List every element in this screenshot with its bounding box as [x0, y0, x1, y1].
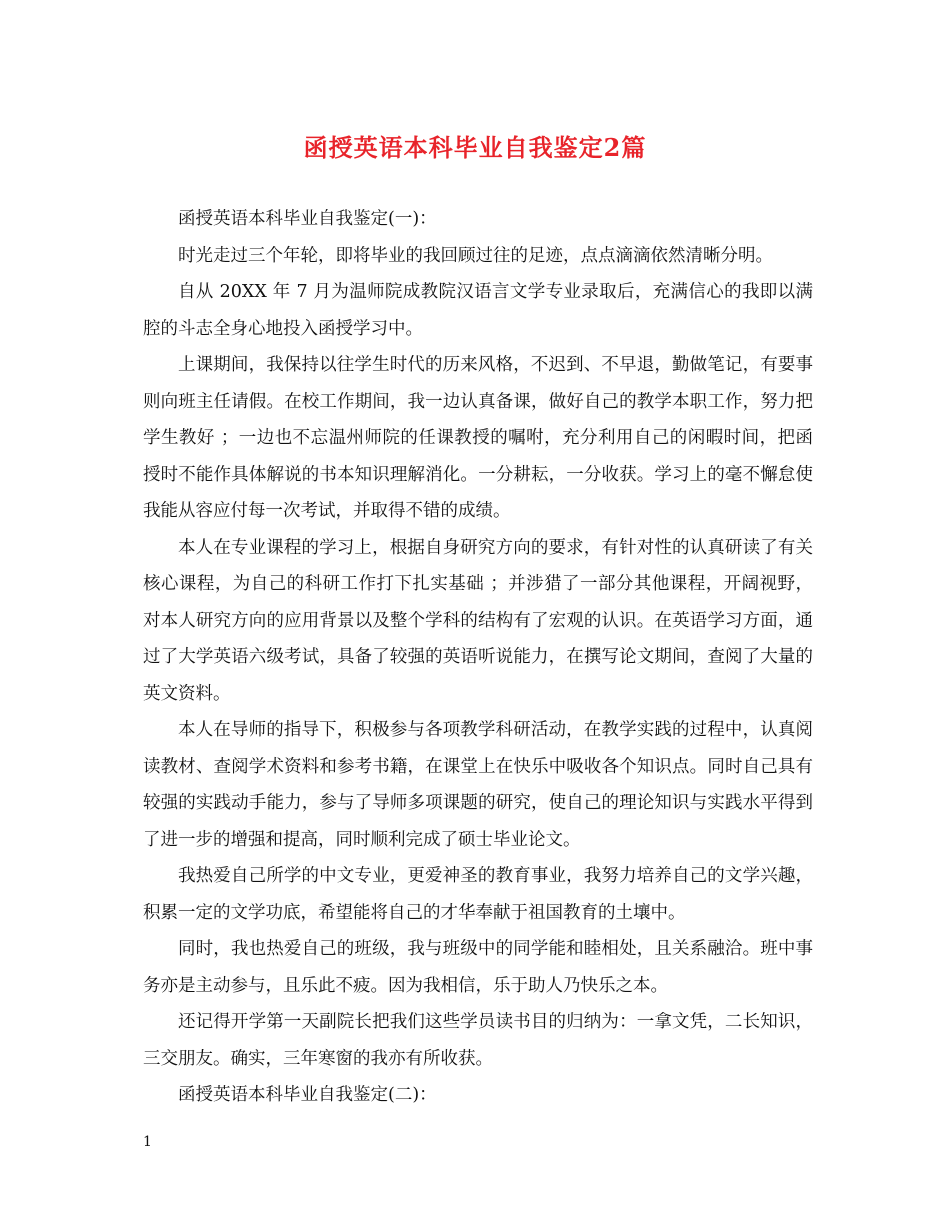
section-heading-1: 函授英语本科毕业自我鉴定(一)：: [178, 209, 437, 229]
document-title: 函授英语本科毕业自我鉴定2篇: [303, 133, 647, 162]
paragraph: 时光走过三个年轮，即将毕业的我回顾过往的足迹，点点滴滴依然清晰分明。: [178, 245, 773, 266]
paragraph: 自从 20XX 年 7 月为温师院成教院汉语言文学专业录取后，充满信心的我即以满腔的斗志全身心地投入函授学习中。: [143, 282, 813, 339]
paragraph: 还记得开学第一天副院长把我们这些学员读书目的归纳为：一拿文凭，二长知识，三交朋友。确实，三年寒窗的我亦有所收获。: [143, 1012, 813, 1069]
paragraph: 我热爱自己所学的中文专业，更爱神圣的教育事业，我努力培养自己的文学兴趣，积累一定的文学功底，希望能将自己的才华奉献于祖国教育的土壤中。: [143, 866, 813, 923]
page-number: 1: [143, 1134, 152, 1150]
paragraph: 上课期间，我保持以往学生时代的历来风格，不迟到、不早退，勤做笔记，有要事则向班主任请假。在校工作期间，我一边认真备课，做好自己的教学本职工作，努力把学生教好 ；一边也不忘温州师院的任课教授的嘱咐，充分利用自己的闲暇时间，把函授时不能作具体解说的书本知识理解消化。一分耕耘，一分收获。学习上的毫不懈怠使我能从容应付每一次考试，并取得不错的成绩。: [143, 355, 813, 521]
section-heading-2: 函授英语本科毕业自我鉴定(二)：: [178, 1085, 437, 1105]
paragraph: 本人在专业课程的学习上，根据自身研究方向的要求，有针对性的认真研读了有关核心课程，为自己的科研工作打下扎实基础 ；并涉猎了一部分其他课程，开阔视野，对本人研究方向的应用背景以及整个学科的结构有了宏观的认识。在英语学习方面，通过了大学英语六级考试，具备了较强的英语听说能力，在撰写论文期间，查阅了大量的英文资料。: [143, 537, 813, 704]
document-body: [143, 201, 813, 1114]
paragraph: 本人在导师的指导下，积极参与各项教学科研活动，在教学实践的过程中，认真阅读教材、查阅学术资料和参考书籍，在课堂上在快乐中吸收各个知识点。同时自己具有较强的实践动手能力，参与了导师多项课题的研究，使自己的理论知识与实践水平得到了进一步的增强和提高，同时顺利完成了硕士毕业论文。: [143, 720, 813, 850]
paragraph: 同时，我也热爱自己的班级，我与班级中的同学能和睦相处，且关系融洽。班中事务亦是主动参与，且乐此不疲。因为我相信，乐于助人乃快乐之本。: [143, 939, 813, 996]
